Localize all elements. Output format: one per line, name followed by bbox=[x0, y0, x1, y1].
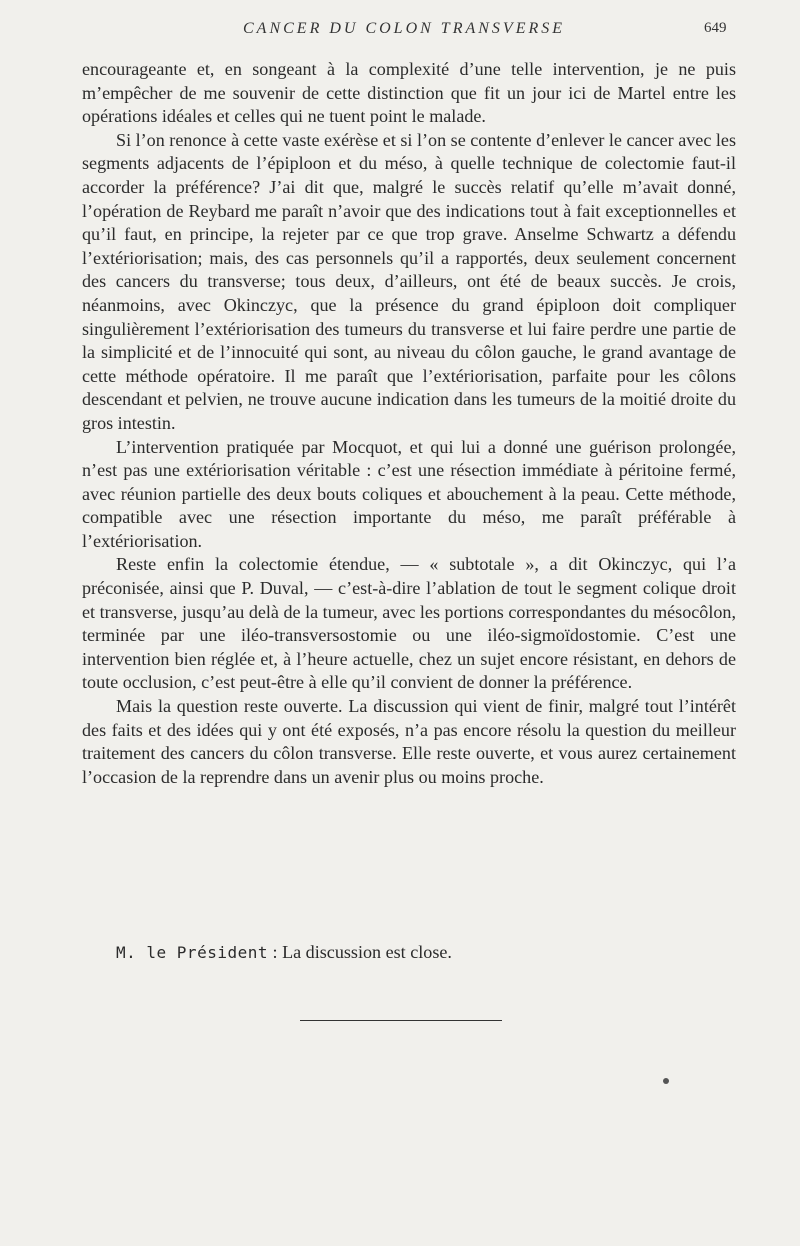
running-title: CANCER DU COLON TRANSVERSE bbox=[243, 20, 566, 37]
end-rule bbox=[300, 1020, 502, 1021]
running-header bbox=[0, 18, 800, 44]
paragraph-extended-colectomy: Reste enfin la colectomie étendue, — « subtotale », a dit Okinczyc, qui l’a préconisée, ainsi que P. Duval, — c’est-à-dire l’ablation de tout le segment colique droit et transverse, jusqu’au delà de la tumeur, avec les portions correspondantes du mésocôlon, terminée par une iléo-transversostomie ou une iléo-sigmoïdostomie. C’est une intervention bien réglée et, à l’heure actuelle, chez un sujet encore résistant, en dehors de toute occlusion, c’est peut-être à elle qu’il convient de donner la préférence. bbox=[82, 554, 736, 693]
closing-statement bbox=[116, 940, 736, 965]
paragraph-mocquot-intervention: L’intervention pratiquée par Mocquot, et qui lui a donné une guérison prolongée, n’est pas une extériorisation véritable : c’est une résection immédiate à péritoine fermé, avec réunion partielle des deux bouts coliques et abouchement à la peau. Cette méthode, compatible avec une résection importante du méso, me paraît préférable à l’extériorisation. bbox=[82, 436, 736, 551]
closing-text: La discussion est close. bbox=[282, 942, 452, 962]
page-number: 649 bbox=[704, 20, 727, 36]
paragraph-colectomy-technique: Si l’on renonce à cette vaste exérèse et si l’on se contente d’enlever le cancer avec les segments adjacents de l’épiploon et du méso, à quelle technique de colectomie faut-il accorder la préférence? J’ai dit que, malgré le succès relatif qu’elle m’avait donné, l’opération de Reybard me paraît n’avoir que des indications tout à fait exceptionnelles et qu’il faut, en principe, la rejeter par ce que trop grave. Anselme Schwartz a défendu l’extériorisation; mais, des cas personnels qu’il a rapportés, deux seulement concernent des cancers du transverse; tous deux, d’ailleurs, ont été de beaux succès. Je crois, néanmoins, avec Okinczyc, que la présence du grand épiploon doit compliquer singulièrement l’extériorisation des tumeurs du transverse et lui faire perdre une partie de la simplicité et de l’innocuité qui sont, au niveau du côlon gauche, le grand avantage de cette méthode opératoire. Il me paraît que l’extériorisation, parfaite pour les côlons descendant et pelvien, ne trouve aucune indication dans les tumeurs de la moitié droite du gros intestin. bbox=[82, 129, 736, 433]
paragraph-continuation: encourageante et, en songeant à la complexité d’une telle intervention, je ne puis m’empêcher de me souvenir de cette distinction que fit un jour ici de Martel entre les opérations idéales et celles qui ne tuent point le malade. bbox=[82, 59, 736, 127]
ink-speck bbox=[663, 1078, 669, 1084]
paragraph-open-question: Mais la question reste ouverte. La discussion qui vient de finir, malgré tout l’intérêt des faits et des idées qui y ont été exposés, n’a pas encore résolu la question du meilleur traitement des cancers du côlon transverse. Elle reste ouverte, et vous aurez certainement l’occasion de la reprendre dans un avenir plus ou moins proche. bbox=[82, 696, 736, 787]
speaker-separator: : bbox=[268, 942, 283, 962]
speaker-name: M. le Président bbox=[116, 943, 268, 962]
body-text bbox=[82, 58, 736, 789]
